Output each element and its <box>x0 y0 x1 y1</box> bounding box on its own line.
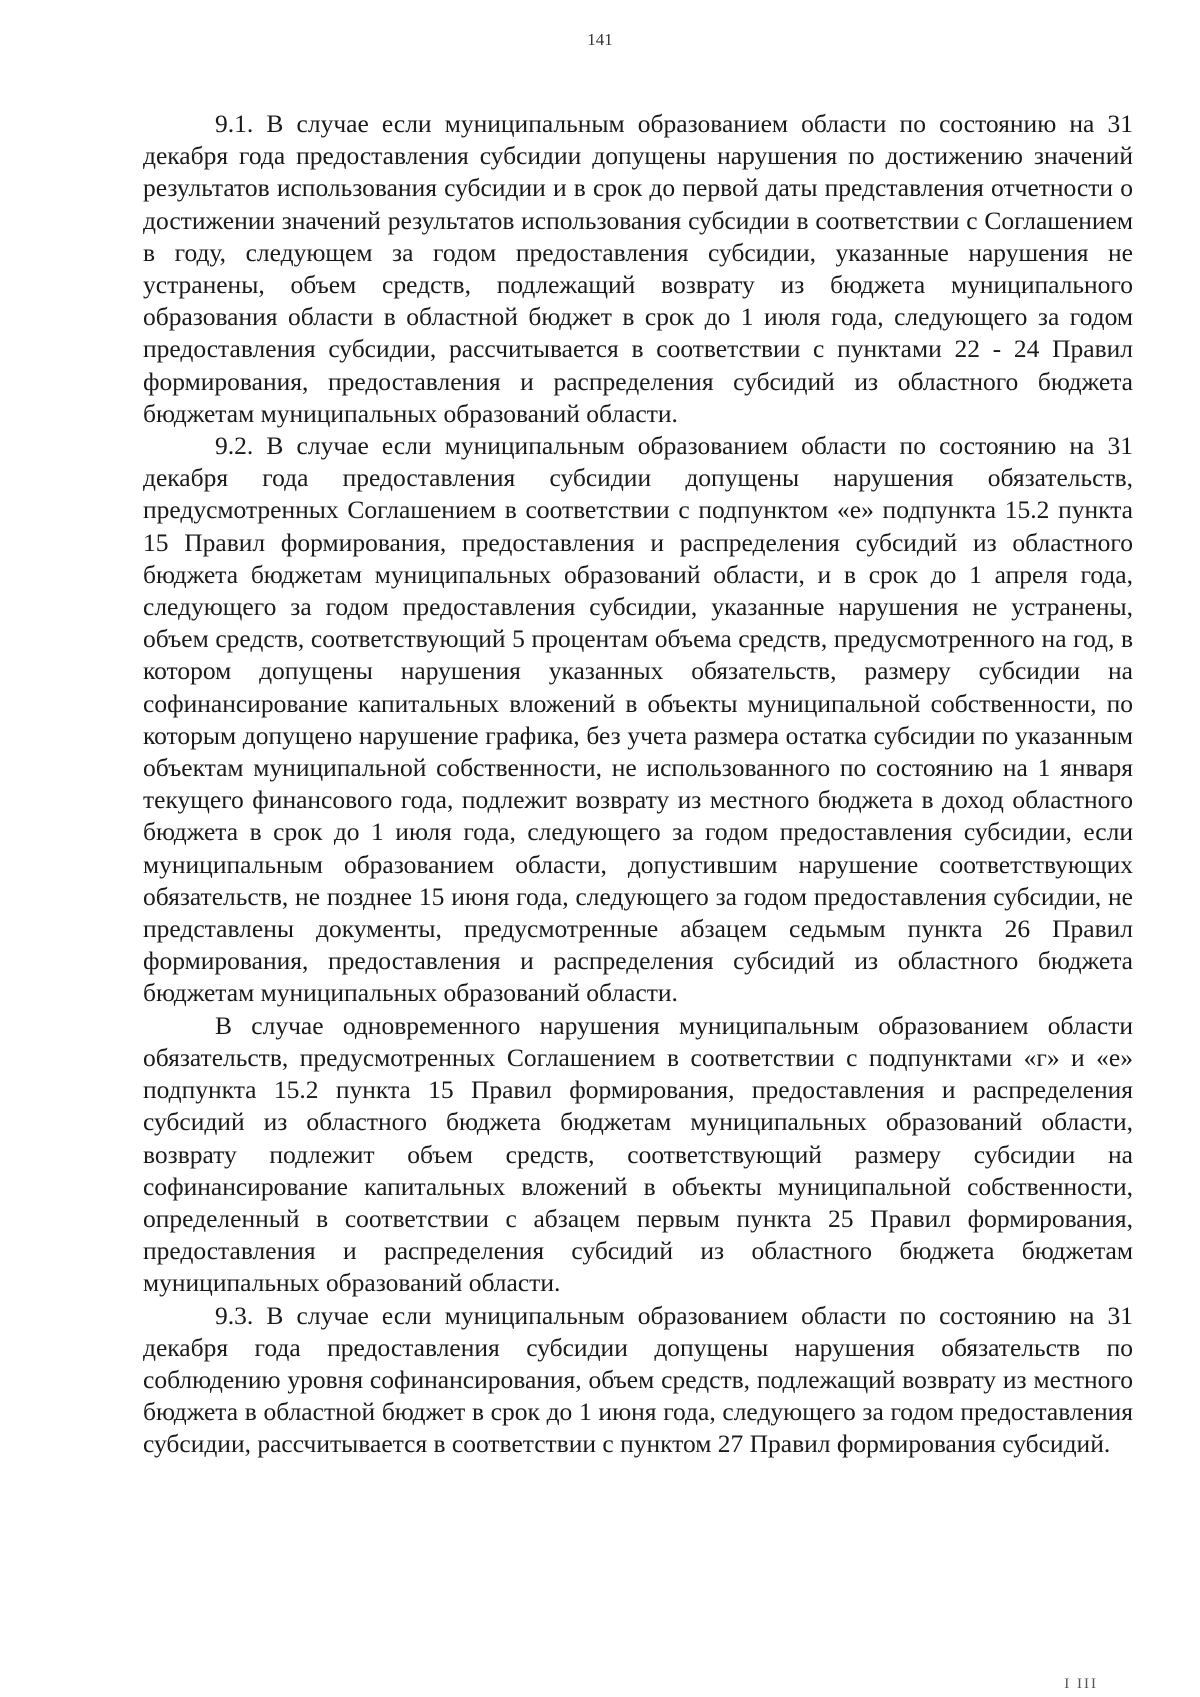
page-number: 141 <box>587 30 613 49</box>
paragraph-9-3: 9.3. В случае если муниципальным образованием области по состоянию на 31 декабря года предоставления субсидии допущены нарушения обязательств по соблюдению уровня софинансирования, объем средств, подлежащий возврату из местного бюджета в областной бюджет в срок до 1 июня года, следующего за годом предоставления субсидии, рассчитывается в соответствии с пунктом 27 Правил формирования субсидий. <box>143 1300 1133 1459</box>
paragraph-9-1: 9.1. В случае если муниципальным образованием области по состоянию на 31 декабря года предоставления субсидии допущены нарушения по достижению значений результатов использования субсидии и в срок до первой даты представления отчетности о достижении значений результатов использования субсидии в соответствии с Соглашением в году, следующем за годом предоставления субсидии, указанные нарушения не устранены, объем средств, подлежащий возврату из бюджета муниципального образования области в областной бюджет в срок до 1 июля года, следующего за годом предоставления субсидии, рассчитывается в соответствии с пунктами 22 - 24 Правил формирования, предоставления и распределения субсидий из областного бюджета бюджетам муниципальных образований области. <box>143 109 1133 428</box>
paragraph-9-2: 9.2. В случае если муниципальным образованием области по состоянию на 31 декабря года предоставления субсидии допущены нарушения обязательств, предусмотренных Соглашением в соответствии с подпунктом «е» подпункта 15.2 пункта 15 Правил формирования, предоставления и распределения субсидий из областного бюджета бюджетам муниципальных образований области, и в срок до 1 апреля года, следующего за годом предоставления субсидии, указанные нарушения не устранены, объем средств, соответствующий 5 процентам объема средств, предусмотренного на год, в котором допущены нарушения указанных обязательств, размеру субсидии на софинансирование капитальных вложений в объекты муниципальной собственности, по которым допущено нарушение графика, без учета размера остатка субсидии по указанным объектам муниципальной собственности, не использованного по состоянию на 1 января текущего финансового года, подлежит возврату из местного бюджета в доход областного бюджета в срок до 1 июля года, следующего за годом предоставления субсидии, если муниципальным образованием области, допустившим нарушение соответствующих обязательств, не позднее 15 июня года, следующего за годом предоставления субсидии, не представлены документы, предусмотренные абзацем седьмым пункта 26 Правил формирования, предоставления и распределения субсидий из областного бюджета бюджетам муниципальных образований области. <box>143 431 1133 1008</box>
document-body <box>143 108 1133 1461</box>
footer-mark: I III <box>1064 1676 1098 1692</box>
paragraph-simultaneous-violation: В случае одновременного нарушения муниципальным образованием области обязательств, предусмотренных Соглашением в соответствии с подпунктами «г» и «е» подпункта 15.2 пункта 15 Правил формирования, предоставления и распределения субсидий из областного бюджета бюджетам муниципальных образований области, возврату подлежит объем средств, соответствующий размеру субсидии на софинансирование капитальных вложений в объекты муниципальной собственности, определенный в соответствии с абзацем первым пункта 25 Правил формирования, предоставления и распределения субсидий из областного бюджета бюджетам муниципальных образований области. <box>143 1010 1133 1298</box>
